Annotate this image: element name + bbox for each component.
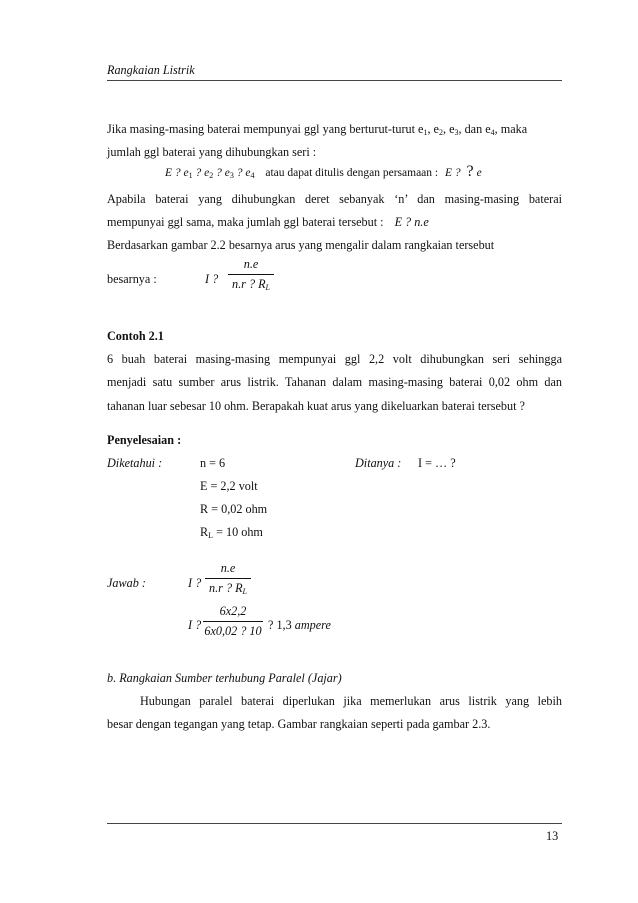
answer-label: Jawab :	[107, 576, 146, 590]
known-label: Diketahui :	[107, 456, 163, 470]
fraction-denominator	[228, 277, 274, 292]
current-lhs: I ?	[205, 272, 219, 286]
known-R: R = 0,02 ohm	[200, 502, 268, 516]
section-b-line-1: Hubungan paralel baterai diperlukan jika memerlukan arus listrik yang lebih	[140, 694, 562, 708]
section-b-heading: b. Rangkaian Sumber terhubung Paralel (Jajar)	[107, 671, 342, 685]
eq-inline: E ? n.e	[394, 215, 429, 229]
intro-text: , e	[427, 122, 439, 136]
sub: 1	[188, 171, 193, 180]
para2-line-2	[107, 215, 429, 230]
running-header: Rangkaian Listrik	[107, 63, 195, 77]
example-line-3: tahanan luar sebesar 10 ohm. Berapakah kuat arus yang dikeluarkan baterai tersebut ?	[107, 399, 525, 413]
fraction-denominator: 6x0,02 ? 10	[204, 624, 262, 638]
footer-rule	[107, 823, 562, 824]
answer2-result	[268, 618, 331, 633]
page-number: 13	[546, 829, 559, 843]
fraction-bar	[228, 274, 274, 275]
den-text: n.r ? R	[209, 581, 243, 595]
besarnya-label: besarnya :	[107, 272, 157, 286]
asked-label: Ditanya :	[355, 456, 402, 470]
sub: 3	[229, 171, 234, 180]
fraction-bar	[205, 578, 251, 579]
answer2-fraction	[203, 604, 263, 640]
result-value: ? 1,3	[268, 618, 292, 632]
intro-text: Jika masing-masing baterai mempunyai ggl yang berturut-turut e	[107, 122, 424, 136]
fraction-numerator: n.e	[243, 257, 259, 271]
rl-text: R	[200, 525, 209, 539]
section-b-line-2: besar dengan tegangan yang tetap. Gambar rangkaian seperti pada gambar 2.3.	[107, 717, 491, 731]
fraction-numerator: 6x2,2	[219, 604, 247, 618]
known-E: E = 2,2 volt	[200, 479, 258, 493]
para2-text: mempunyai ggl sama, maka jumlah ggl baterai tersebut :	[107, 215, 384, 229]
solution-heading: Penyelesaian :	[107, 433, 182, 447]
para2-line-3: Berdasarkan gambar 2.2 besarnya arus yang mengalir dalam rangkaian tersebut	[107, 238, 495, 252]
current-fraction	[228, 257, 274, 293]
intro-text: , e	[442, 122, 455, 136]
eq-mid-text: atau dapat ditulis dengan persamaan :	[265, 167, 439, 179]
fraction-bar	[203, 621, 263, 622]
sub: 1	[423, 128, 428, 137]
header-rule	[107, 80, 562, 81]
asked-value: I = … ?	[418, 456, 456, 470]
sub: 4	[250, 171, 255, 180]
known-RL	[200, 525, 263, 540]
para2-line-1: Apabila baterai yang dihubungkan deret sebanyak ‘n’ dan masing-masing baterai	[107, 192, 562, 206]
intro-line-1	[107, 122, 527, 137]
answer2-lhs: I ?	[188, 618, 202, 632]
eq-term: ? e	[192, 167, 210, 179]
den-text: n.r ? R	[232, 277, 266, 291]
sub: 2	[209, 171, 214, 180]
sub: L	[242, 587, 247, 596]
example-heading: Contoh 2.1	[107, 329, 164, 343]
sub: 3	[454, 128, 459, 137]
example-line-2: menjadi satu sumber arus listrik. Tahanan dalam masing-masing baterai 0,02 ohm dan	[107, 375, 562, 389]
example-line-1: 6 buah baterai masing-masing mempunyai ggl 2,2 volt dihubungkan seri sehingga	[107, 352, 562, 366]
eq-term: E ?	[444, 167, 461, 179]
eq-term: ? e	[213, 167, 230, 179]
sub: L	[208, 531, 214, 540]
equation-series-sum	[165, 163, 482, 181]
fraction-numerator: n.e	[220, 561, 236, 575]
intro-text: , dan e	[458, 122, 491, 136]
sub: L	[265, 283, 270, 292]
sub: 4	[490, 128, 495, 137]
eq-term: e	[476, 167, 482, 179]
known-n: n = 6	[200, 456, 226, 470]
sigma-symbol: ?	[466, 163, 474, 180]
intro-text: , maka	[494, 122, 528, 136]
intro-line-2: jumlah ggl baterai yang dihubungkan seri :	[107, 145, 317, 159]
answer1-lhs: I ?	[188, 576, 202, 590]
eq-term: ? e	[233, 167, 251, 179]
sub: 2	[438, 128, 443, 137]
rl-text: = 10 ohm	[213, 525, 263, 539]
eq-term: E ? e	[165, 167, 189, 179]
fraction-denominator	[205, 581, 251, 596]
result-unit: ampere	[294, 618, 331, 632]
answer1-fraction	[205, 561, 251, 597]
